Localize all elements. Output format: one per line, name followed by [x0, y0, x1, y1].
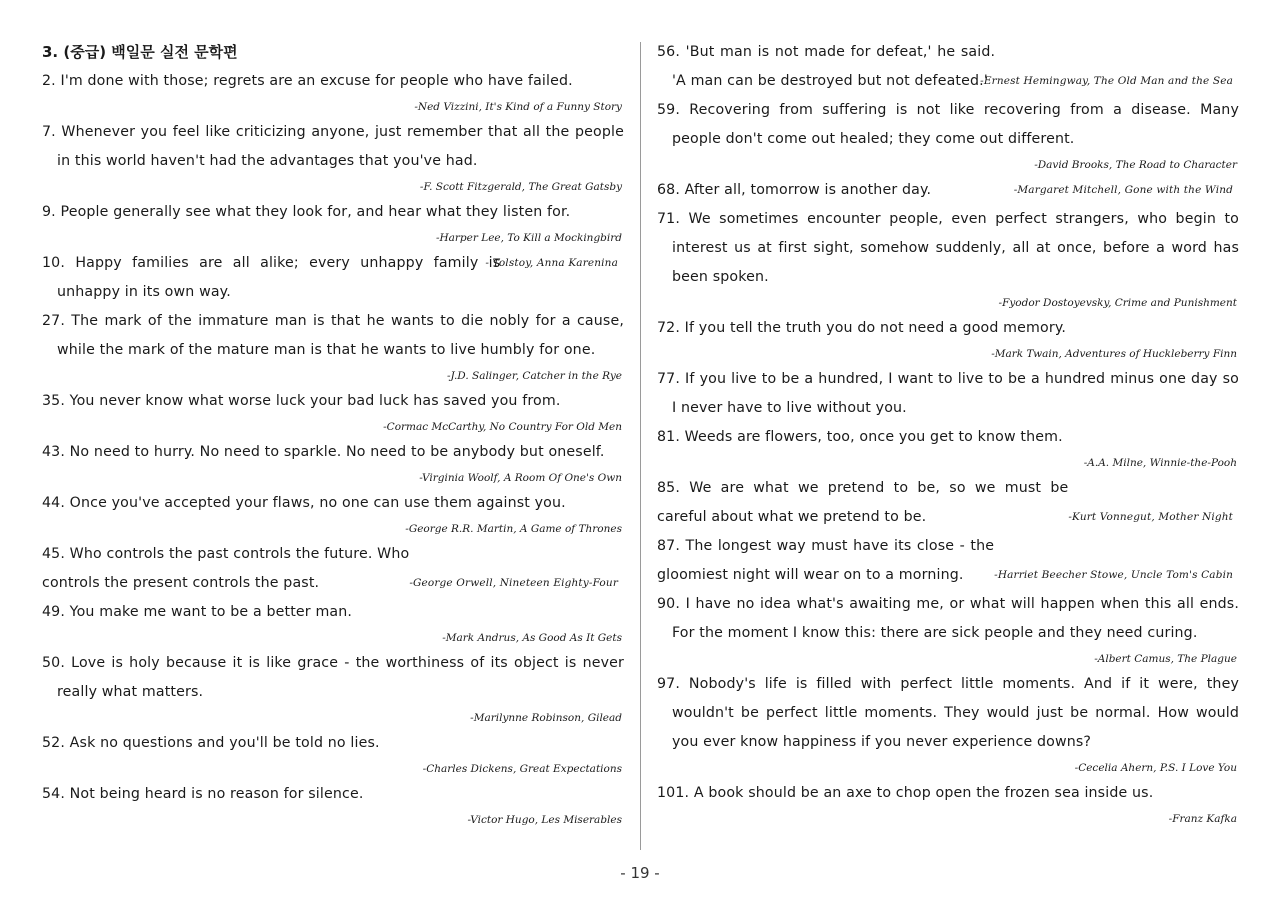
quote-text: 35. You never know what worse luck your bad luck has saved you from.	[42, 393, 561, 409]
quote-item	[42, 540, 624, 598]
quote-text: 97. Nobody's life is filled with perfect little moments. And if it were, they wouldn't be perfect little moments. They would just be normal. How would you ever know happiness if you never experience downs?	[657, 676, 1239, 750]
quote-source: -George R.R. Martin, A Game of Thrones	[405, 523, 622, 535]
quote-text	[42, 540, 624, 598]
quote-item	[657, 96, 1239, 176]
right-column	[657, 38, 1239, 830]
quote-inline-source: -Ernest Hemingway, The Old Man and the Sea	[980, 75, 1233, 87]
quote-text	[42, 249, 624, 307]
quote-text: 90. I have no idea what's awaiting me, or what will happen when this all ends. For the moment I know this: there are sick people and they need curing.	[657, 596, 1239, 641]
quote-item	[657, 474, 1239, 532]
quote-source: -Victor Hugo, Les Miserables	[467, 814, 622, 826]
quote-item	[42, 307, 624, 387]
quote-item	[42, 387, 624, 438]
quote-source: -Harper Lee, To Kill a Mockingbird	[435, 232, 622, 244]
quote-inline-source: -George Orwell, Nineteen Eighty-Four	[409, 577, 618, 589]
quote-text: 7. Whenever you feel like criticizing anyone, just remember that all the people in this world haven't had the advantages that you've had.	[42, 124, 624, 169]
quote-item	[42, 598, 624, 649]
section-heading: 3. (중급) 백일문 실전 문학편	[42, 43, 238, 61]
quote-source: -Fyodor Dostoyevsky, Crime and Punishment	[998, 297, 1237, 309]
quote-text	[657, 176, 1239, 205]
left-column	[42, 38, 624, 831]
quote-source: -F. Scott Fitzgerald, The Great Gatsby	[419, 181, 622, 193]
column-divider	[640, 42, 641, 850]
quote-source: -Charles Dickens, Great Expectations	[422, 763, 622, 775]
quote-inline-source: -Margaret Mitchell, Gone with the Wind	[1013, 184, 1233, 196]
quote-text: 49. You make me want to be a better man.	[42, 604, 353, 620]
quote-text: 2. I'm done with those; regrets are an excuse for people who have failed.	[42, 73, 573, 89]
quote-item	[42, 438, 624, 489]
quote-text	[657, 38, 1239, 96]
quote-item	[657, 38, 1239, 96]
quote-item	[657, 532, 1239, 590]
quote-text: 81. Weeds are flowers, too, once you get to know them.	[657, 429, 1063, 445]
quote-item	[657, 590, 1239, 670]
quote-item	[42, 198, 624, 249]
quote-text-content: 45. Who controls the past controls the future. Who controls the present controls the past.	[42, 546, 410, 591]
quote-text: 43. No need to hurry. No need to sparkle. No need to be anybody but oneself.	[42, 444, 605, 460]
quote-source: -Franz Kafka	[1168, 813, 1237, 825]
quote-text	[657, 532, 1239, 590]
quote-source: -Mark Twain, Adventures of Huckleberry Finn	[991, 348, 1237, 360]
quote-text	[657, 474, 1239, 532]
quote-text: 54. Not being heard is no reason for silence.	[42, 786, 364, 802]
quote-item	[42, 67, 624, 118]
quote-inline-source: -Harriet Beecher Stowe, Uncle Tom's Cabin	[994, 569, 1233, 581]
quote-item	[657, 314, 1239, 365]
quote-text: 9. People generally see what they look for, and hear what they listen for.	[42, 204, 571, 220]
quote-item	[42, 249, 624, 307]
quote-text-content: 87. The longest way must have its close - the gloomiest night will wear on to a morning.	[657, 538, 995, 583]
quote-text: 50. Love is holy because it is like grace - the worthiness of its object is never really what matters.	[42, 655, 624, 700]
quote-item	[657, 205, 1239, 314]
quote-text: 71. We sometimes encounter people, even perfect strangers, who begin to interest us at first sight, somehow suddenly, all at once, before a word has been spoken.	[657, 211, 1239, 285]
quote-item	[42, 780, 624, 831]
quote-item	[657, 365, 1239, 423]
quote-text: 52. Ask no questions and you'll be told no lies.	[42, 735, 380, 751]
quote-inline-source: -Kurt Vonnegut, Mother Night	[1068, 511, 1233, 523]
quote-text: 77. If you live to be a hundred, I want to live to be a hundred minus one day so I never have to live without you.	[657, 371, 1239, 416]
quote-text: 72. If you tell the truth you do not need a good memory.	[657, 320, 1067, 336]
quote-item	[42, 649, 624, 729]
page-number: - 19 -	[620, 864, 660, 882]
quote-inline-source: - Tolstoy, Anna Karenina	[485, 257, 618, 269]
quote-item	[42, 118, 624, 198]
quote-item	[657, 670, 1239, 779]
quote-source: -Marilynne Robinson, Gilead	[470, 712, 622, 724]
quote-source: -Albert Camus, The Plague	[1094, 653, 1237, 665]
quote-source: -Ned Vizzini, It's Kind of a Funny Story	[414, 101, 622, 113]
quote-item	[657, 779, 1239, 830]
quote-source: -J.D. Salinger, Catcher in the Rye	[447, 370, 622, 382]
quote-text: 101. A book should be an axe to chop open the frozen sea inside us.	[657, 785, 1154, 801]
quote-text-content: 10. Happy families are all alike; every unhappy family is unhappy in its own way.	[42, 255, 501, 300]
quote-item	[42, 489, 624, 540]
quote-text: 27. The mark of the immature man is that he wants to die nobly for a cause, while the mark of the mature man is that he wants to live humbly for one.	[42, 313, 624, 358]
quote-source: -Mark Andrus, As Good As It Gets	[442, 632, 622, 644]
quote-text: 44. Once you've accepted your flaws, no one can use them against you.	[42, 495, 566, 511]
quote-text-content: 68. After all, tomorrow is another day.	[657, 182, 932, 198]
quote-text-content: 85. We are what we pretend to be, so we must be careful about what we pretend to be.	[657, 480, 1069, 525]
quote-source: -Cecelia Ahern, P.S. I Love You	[1074, 762, 1237, 774]
quote-text-content: 56. 'But man is not made for defeat,' he said. 'A man can be destroyed but not defeated.'	[657, 44, 996, 89]
quote-text: 59. Recovering from suffering is not like recovering from a disease. Many people don't come out healed; they come out different.	[657, 102, 1239, 147]
quote-source: -Virginia Woolf, A Room Of One's Own	[419, 472, 622, 484]
quote-item	[657, 423, 1239, 474]
quote-item	[657, 176, 1239, 205]
quote-source: -A.A. Milne, Winnie-the-Pooh	[1083, 457, 1237, 469]
quote-source: -David Brooks, The Road to Character	[1034, 159, 1237, 171]
quote-source: -Cormac McCarthy, No Country For Old Men	[383, 421, 622, 433]
quote-item	[42, 729, 624, 780]
